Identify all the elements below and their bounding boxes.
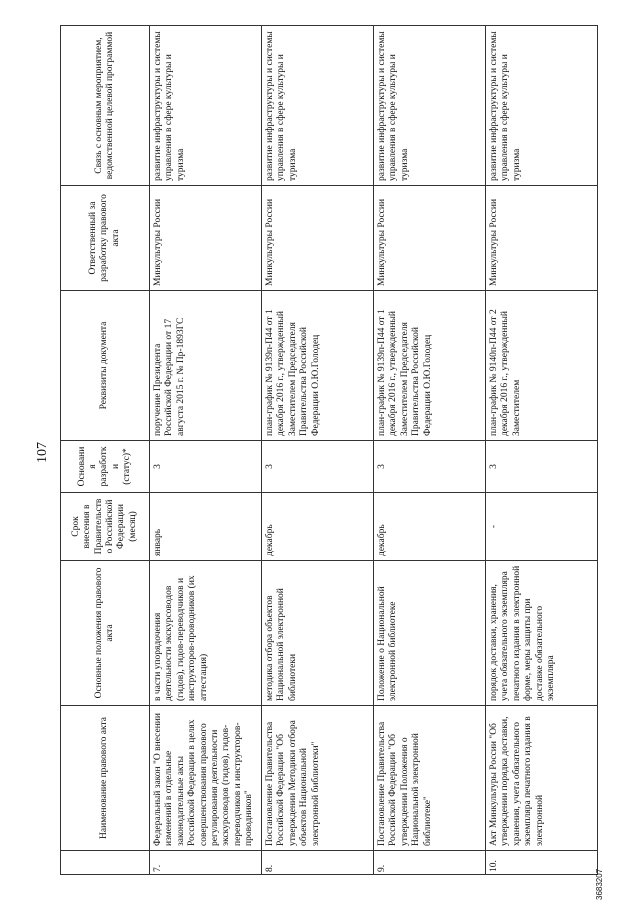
act-requisites: план-график № 9139п-П44 от 1 декабря 2016 г., утвержденный Заместителем Председателя Правительства Российской Федерации О.Ю.Голодец — [262, 291, 374, 441]
table-row — [486, 26, 598, 875]
act-deadline: - — [486, 493, 598, 561]
table-header-row — [61, 26, 150, 875]
header-name: Наименование правового акта — [61, 706, 150, 851]
header-link: Связь с основным мероприятием, ведомственной целевой программой — [61, 26, 150, 186]
table-row — [262, 26, 374, 875]
act-name: Федеральный закон "О внесении изменений в отдельные законодательные акты Российской Федерации в целях совершенствования правового регулирования деятельности экскурсоводов (гидов), гидов-переводчиков и инструкторов-проводников" — [150, 706, 262, 851]
act-requisites: поручение Президента Российской Федерации от 17 августа 2015 г. № Пр-1893ГС — [150, 291, 262, 441]
act-deadline: декабрь — [262, 493, 374, 561]
act-responsible: Минкультуры России — [374, 186, 486, 291]
act-link: развитие инфраструктуры и системы управления в сфере культуры и туризма — [374, 26, 486, 186]
act-name: Акт Минкультуры России "Об утверждении порядка доставки, хранения, учета обязательного экземпляра печатного издания в электронной — [486, 706, 598, 851]
page-number: 107 — [35, 442, 50, 463]
header-basis: Основания разработки (статус)* — [61, 441, 150, 493]
act-requisites: план-график № 9140п-П44 от 2 декабря 2016 г., утвержденный Заместителем — [486, 291, 598, 441]
act-link: развитие инфраструктуры и системы управления в сфере культуры и туризма — [150, 26, 262, 186]
table-row — [150, 26, 262, 875]
act-provisions: порядок доставки, хранения, учета обязательного экземпляра печатного издания в электронной форме, меры защиты при доставке обязательного экземпляра — [486, 561, 598, 706]
row-number: 10. — [486, 851, 598, 875]
act-basis: 3 — [150, 441, 262, 493]
act-link: развитие инфраструктуры и системы управления в сфере культуры и туризма — [486, 26, 598, 186]
act-responsible: Минкультуры России — [150, 186, 262, 291]
act-deadline: декабрь — [374, 493, 486, 561]
act-provisions: методика отбора объектов Национальной электронной библиотеки — [262, 561, 374, 706]
act-deadline: январь — [150, 493, 262, 561]
act-basis: 3 — [486, 441, 598, 493]
act-basis: 3 — [374, 441, 486, 493]
header-responsible: Ответственный за разработку правового акта — [61, 186, 150, 291]
act-link: развитие инфраструктуры и системы управления в сфере культуры и туризма — [262, 26, 374, 186]
header-requisites: Реквизиты документа — [61, 291, 150, 441]
act-provisions: в части упорядочения деятельности экскурсоводов (гидов), гидов-переводчиков и инструкторов-проводников (их аттестация) — [150, 561, 262, 706]
act-responsible: Минкультуры России — [486, 186, 598, 291]
act-provisions: Положение о Национальной электронной библиотеке — [374, 561, 486, 706]
row-number: 7. — [150, 851, 262, 875]
act-name: Постановление Правительства Российской Федерации "Об утверждении Методики отбора объектов Национальной электронной библиотеки" — [262, 706, 374, 851]
document-id: 3683207 — [595, 868, 604, 900]
header-provisions: Основные положения правового акта — [61, 561, 150, 706]
table-row — [374, 26, 486, 875]
row-number: 9. — [374, 851, 486, 875]
row-number: 8. — [262, 851, 374, 875]
act-requisites: план-график № 9139п-П44 от 1 декабря 2016 г., утвержденный Заместителем Председателя Правительства Российской Федерации О.Ю.Голодец — [374, 291, 486, 441]
header-deadline: Срок внесения в Правительство Российской Федерации (месяц) — [61, 493, 150, 561]
act-name: Постановление Правительства Российской Федерации "Об утверждении Положения о Национальной электронной библиотеке" — [374, 706, 486, 851]
header-num — [61, 851, 150, 875]
legal-acts-table — [60, 25, 598, 875]
act-basis: 3 — [262, 441, 374, 493]
act-responsible: Минкультуры России — [262, 186, 374, 291]
